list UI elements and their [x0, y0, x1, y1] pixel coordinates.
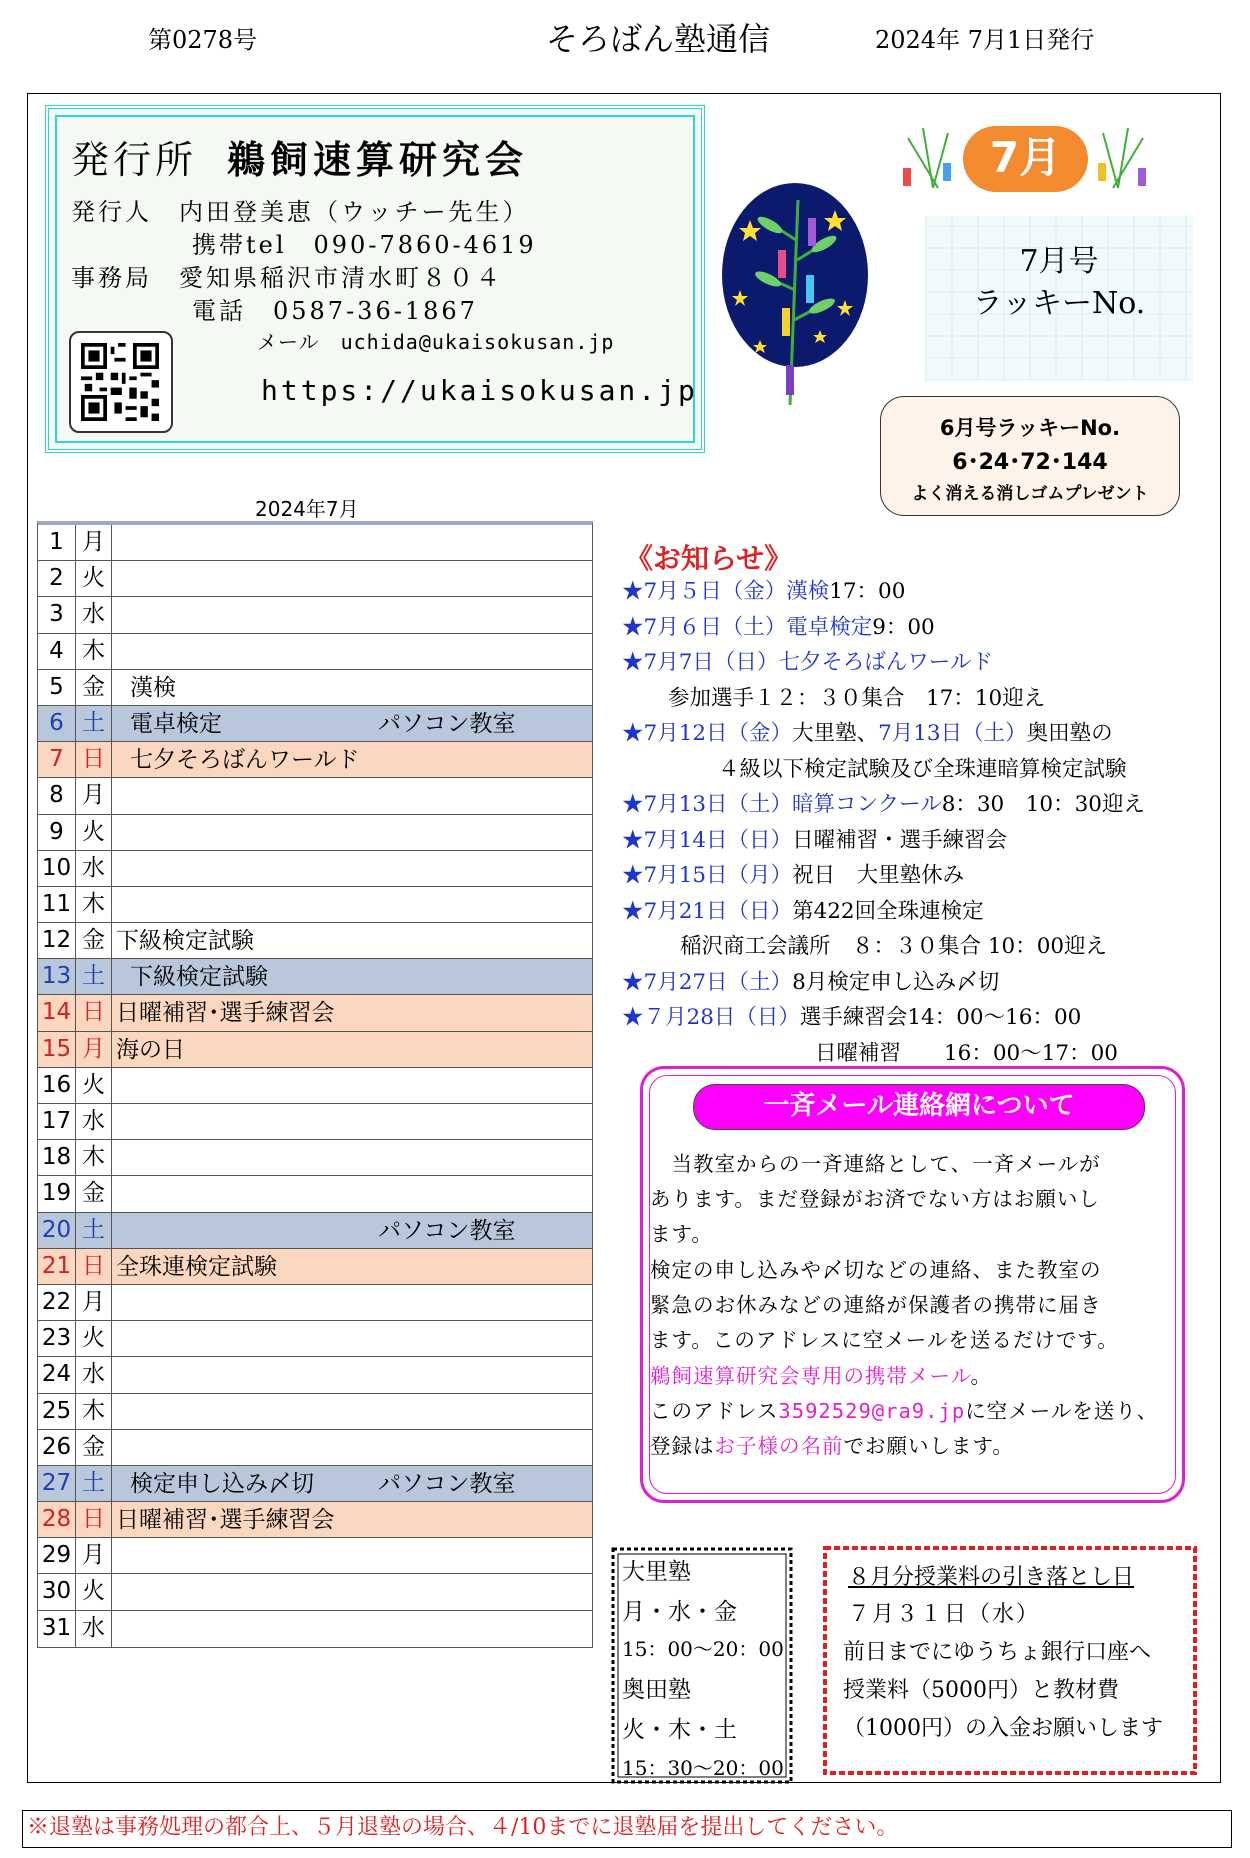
calendar-weekday: 水	[76, 1357, 112, 1392]
calendar-weekday: 月	[76, 1285, 112, 1320]
calendar-row	[38, 670, 592, 706]
calendar-event: 七夕そろばんワールド	[130, 747, 360, 774]
calendar-weekday: 水	[76, 597, 112, 632]
publisher-mail: メール uchida@ukaisokusan.jp	[257, 330, 615, 354]
calendar-weekday: 日	[76, 1249, 112, 1284]
calendar-weekday: 月	[76, 1538, 112, 1573]
calendar-event: 下級検定試験	[116, 928, 254, 955]
calendar-weekday: 火	[76, 815, 112, 850]
calendar-row	[38, 706, 592, 742]
june-lucky-prize: よく消える消しゴムプレゼント	[911, 484, 1149, 504]
lucky-label: ラッキーNo.	[972, 286, 1146, 321]
calendar-weekday: 日	[76, 1502, 112, 1537]
mail-text-line: 鵜飼速算研究会専用の携帯メール。	[650, 1364, 992, 1388]
calendar-row	[38, 1321, 592, 1357]
mail-text-line: 緊急のお休みなどの連絡が保護者の携帯に届き	[650, 1293, 1102, 1317]
calendar-weekday: 木	[76, 1394, 112, 1429]
calendar-event-pc: パソコン教室	[378, 1470, 516, 1497]
fee-text: 前日までにゆうちょ銀行口座へ	[843, 1640, 1152, 1665]
notice-subline: 日曜補習 16：00～17：00	[815, 1041, 1118, 1066]
fee-text: 授業料（5000円）と教材費	[843, 1678, 1119, 1703]
calendar-row	[38, 995, 592, 1031]
calendar-day: 20	[38, 1213, 76, 1248]
publisher-mobile: 携帯tel 090-7860-4619	[192, 231, 537, 259]
calendar-weekday: 金	[76, 1430, 112, 1465]
calendar-weekday: 金	[76, 923, 112, 958]
mail-text-line: あります。まだ登録がお済でない方はお願いし	[650, 1187, 1100, 1211]
notice-item: ★7月６日（土）電卓検定9：00	[622, 615, 935, 640]
july-badge: 7月	[888, 118, 1163, 200]
notice-subline: 参加選手１２：３０集合 17：10迎え	[668, 686, 1046, 711]
calendar-day: 4	[38, 634, 76, 669]
calendar-weekday: 土	[76, 959, 112, 994]
calendar-day: 27	[38, 1466, 76, 1501]
notice-subline: 稲沢商工会議所 ８：３０集合 10：00迎え	[680, 934, 1108, 959]
calendar-row	[38, 1104, 592, 1140]
calendar-day: 30	[38, 1574, 76, 1609]
calendar-weekday: 土	[76, 706, 112, 741]
calendar-row	[38, 1394, 592, 1430]
calendar-row	[38, 1538, 592, 1574]
calendar-day: 15	[38, 1032, 76, 1067]
calendar-day: 13	[38, 959, 76, 994]
calendar-row	[38, 634, 592, 670]
calendar-table	[37, 521, 593, 1648]
notice-item: ★7月13日（土）暗算コンクール8：30 10：30迎え	[622, 792, 1145, 817]
calendar-day: 2	[38, 561, 76, 596]
calendar-event: 検定申し込み〆切	[130, 1470, 314, 1497]
calendar-weekday: 水	[76, 851, 112, 886]
publisher-office: 事務局 愛知県稲沢市清水町８０４	[71, 264, 503, 292]
notice-subline: ４級以下検定試験及び全珠連暗算検定試験	[718, 757, 1127, 782]
calendar-row	[38, 1357, 592, 1393]
calendar-row	[38, 1466, 592, 1502]
calendar-event: 下級検定試験	[130, 964, 268, 991]
calendar-row	[38, 1611, 592, 1647]
fee-text: （1000円）の入金お願いします	[843, 1716, 1163, 1741]
calendar-day: 23	[38, 1321, 76, 1356]
newsletter-title: そろばん塾通信	[546, 20, 771, 58]
publisher-heading: 発行所 鵜飼速算研究会	[71, 137, 529, 182]
calendar-row	[38, 525, 592, 561]
calendar-day: 25	[38, 1394, 76, 1429]
calendar-weekday: 日	[76, 742, 112, 777]
calendar-weekday: 月	[76, 778, 112, 813]
calendar-row	[38, 815, 592, 851]
calendar-day: 31	[38, 1611, 76, 1647]
calendar-weekday: 木	[76, 1140, 112, 1175]
calendar-row	[38, 1068, 592, 1104]
calendar-weekday: 月	[76, 525, 112, 560]
lucky-number-box	[925, 216, 1193, 381]
calendar-day: 29	[38, 1538, 76, 1573]
calendar-weekday: 金	[76, 670, 112, 705]
calendar-weekday: 水	[76, 1611, 112, 1647]
calendar-weekday: 土	[76, 1213, 112, 1248]
issue-number: 第0278号	[148, 26, 258, 54]
mail-text-line: ます。	[650, 1222, 713, 1246]
calendar-row	[38, 561, 592, 597]
calendar-day: 26	[38, 1430, 76, 1465]
june-lucky-title: 6月号ラッキーNo.	[939, 416, 1121, 440]
calendar-weekday: 月	[76, 1032, 112, 1067]
mail-text-line: 当教室からの一斉連絡として、一斉メールが	[650, 1152, 1101, 1176]
calendar-event: 海の日	[116, 1036, 185, 1063]
calendar-day: 24	[38, 1357, 76, 1392]
calendar-row	[38, 959, 592, 995]
calendar-day: 16	[38, 1068, 76, 1103]
lucky-issue: 7月号	[1019, 244, 1099, 279]
calendar-day: 8	[38, 778, 76, 813]
calendar-weekday: 水	[76, 1104, 112, 1139]
calendar-day: 11	[38, 887, 76, 922]
calendar-day: 14	[38, 995, 76, 1030]
calendar-event: 日曜補習･選手練習会	[116, 1507, 335, 1534]
publisher-box	[45, 105, 705, 453]
notice-item: ★７月28日（日）選手練習会14：00～16：00	[622, 1005, 1082, 1030]
mail-text-line: 登録はお子様の名前でお願いします。	[650, 1434, 1014, 1458]
publisher-url[interactable]: https://ukaisokusan.jp	[261, 374, 698, 407]
calendar-row	[38, 597, 592, 633]
notice-item: ★7月５日（金）漢検17：00	[622, 579, 906, 604]
june-lucky-box	[880, 396, 1180, 516]
branch-time: 15：00～20：00	[622, 1637, 784, 1661]
mail-text-line: ます。このアドレスに空メールを送るだけです。	[650, 1328, 1119, 1352]
branch-days: 火・木・土	[622, 1717, 737, 1743]
calendar-title: 2024年7月	[255, 497, 359, 521]
calendar-row	[38, 1032, 592, 1068]
calendar-day: 21	[38, 1249, 76, 1284]
tanabata-bamboo-icon	[720, 180, 870, 405]
calendar-event-pc: パソコン教室	[378, 1217, 516, 1244]
calendar-row	[38, 1213, 592, 1249]
calendar-row	[38, 1285, 592, 1321]
calendar-day: 9	[38, 815, 76, 850]
calendar-weekday: 木	[76, 887, 112, 922]
mail-network-title: 一斉メール連絡網について	[693, 1084, 1145, 1130]
calendar-event: 電卓検定	[130, 710, 222, 737]
calendar-day: 6	[38, 706, 76, 741]
calendar-row	[38, 778, 592, 814]
calendar-row	[38, 887, 592, 923]
publisher-issuer: 発行人 内田登美恵（ウッチー先生）	[71, 198, 530, 226]
notice-item: ★7月7日（日）七夕そろばんワールド	[622, 650, 993, 675]
branch-name: 奥田塾	[622, 1677, 691, 1703]
fee-title: ８月分授業料の引き落とし日	[848, 1565, 1135, 1590]
calendar-weekday: 土	[76, 1466, 112, 1501]
publisher-name: 鵜飼速算研究会	[227, 137, 529, 182]
issue-date: 2024年 7月1日発行	[875, 26, 1095, 54]
calendar-weekday: 火	[76, 1574, 112, 1609]
calendar-day: 10	[38, 851, 76, 886]
calendar-event: 全珠連検定試験	[116, 1253, 277, 1280]
calendar-row	[38, 742, 592, 778]
withdrawal-notice: ※退塾は事務処理の都合上、５月退塾の場合、４/10までに退塾届を提出してください。	[22, 1810, 1232, 1848]
calendar-day: 3	[38, 597, 76, 632]
calendar-weekday: 火	[76, 561, 112, 596]
calendar-row	[38, 923, 592, 959]
calendar-event: 日曜補習･選手練習会	[116, 1000, 335, 1027]
calendar-day: 22	[38, 1285, 76, 1320]
qr-code-icon	[69, 331, 173, 433]
notice-item: ★7月21日（日）第422回全珠連検定	[622, 899, 984, 924]
calendar-day: 17	[38, 1104, 76, 1139]
calendar-day: 18	[38, 1140, 76, 1175]
publisher-phone: 電話 0587-36-1867	[192, 297, 478, 325]
calendar-day: 28	[38, 1502, 76, 1537]
calendar-row	[38, 1176, 592, 1212]
notice-title: 《お知らせ》	[625, 542, 793, 575]
calendar-weekday: 火	[76, 1068, 112, 1103]
calendar-row	[38, 1140, 592, 1176]
branch-days: 月・水・金	[622, 1599, 737, 1625]
branch-time: 15：30～20：00	[622, 1756, 784, 1780]
calendar-row	[38, 1249, 592, 1285]
mail-text-line: 検定の申し込みや〆切などの連絡、また教室の	[650, 1258, 1102, 1282]
calendar-day: 5	[38, 670, 76, 705]
calendar-row	[38, 1574, 592, 1610]
calendar-weekday: 日	[76, 995, 112, 1030]
calendar-day: 19	[38, 1176, 76, 1211]
june-lucky-numbers: 6･24･72･144	[952, 450, 1108, 475]
calendar-event: 漢検	[130, 674, 176, 701]
calendar-row	[38, 1502, 592, 1538]
calendar-row	[38, 851, 592, 887]
calendar-day: 12	[38, 923, 76, 958]
calendar-row	[38, 1430, 592, 1466]
calendar-weekday: 金	[76, 1176, 112, 1211]
fee-date: ７月３１日（水）	[848, 1602, 1041, 1627]
notice-item: ★7月15日（月）祝日 大里塾休み	[622, 863, 965, 888]
notice-item: ★7月12日（金）大里塾、7月13日（土）奥田塾の	[622, 721, 1113, 746]
calendar-event-pc: パソコン教室	[378, 710, 516, 737]
branch-name: 大里塾	[622, 1559, 691, 1585]
notice-item: ★7月14日（日）日曜補習・選手練習会	[622, 828, 1008, 853]
notice-item: ★7月27日（土）8月検定申し込み〆切	[622, 970, 1000, 995]
calendar-day: 7	[38, 742, 76, 777]
calendar-weekday: 木	[76, 634, 112, 669]
calendar-weekday: 火	[76, 1321, 112, 1356]
calendar-day: 1	[38, 525, 76, 560]
mail-text-line: このアドレス3592529@ra9.jpに空メールを送り、	[650, 1399, 1159, 1423]
mail-address-link[interactable]: 3592529@ra9.jp	[778, 1399, 966, 1423]
